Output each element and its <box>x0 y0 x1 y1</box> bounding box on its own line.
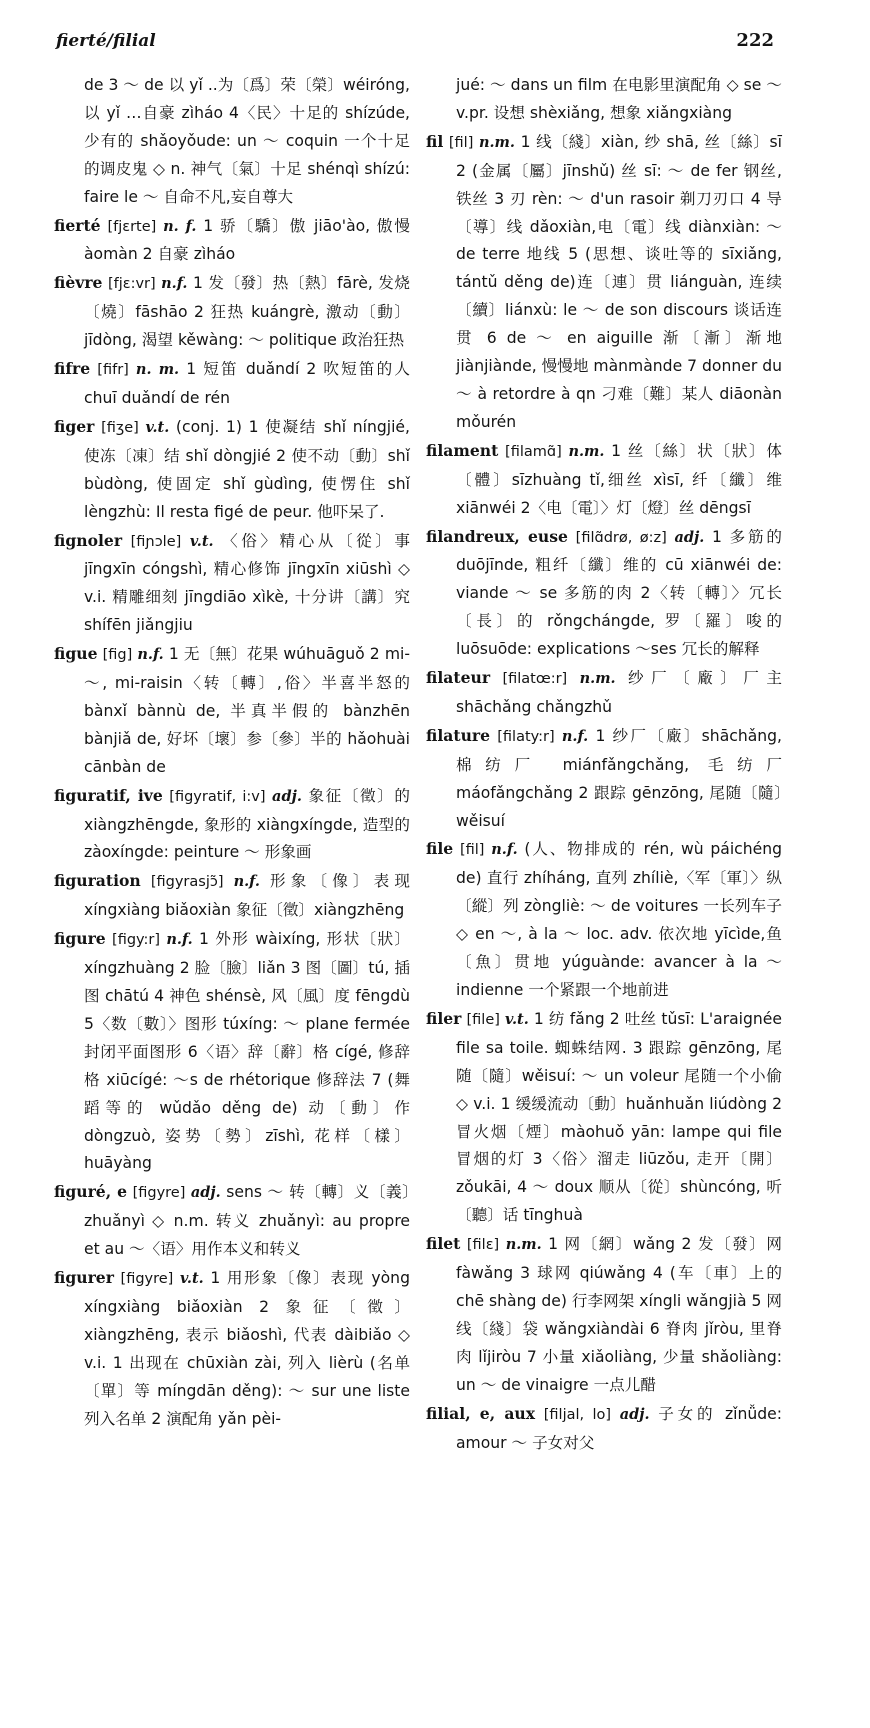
grammar-label: adj. <box>619 1405 650 1423</box>
grammar-label: n. m. <box>135 361 180 379</box>
grammar-label: v.t. <box>189 532 214 550</box>
pronunciation: [filaty:r] <box>497 728 555 745</box>
dictionary-entry <box>426 437 782 523</box>
dictionary-entry <box>54 413 410 527</box>
pronunciation: [figyrasjɔ̃] <box>150 874 224 891</box>
definition-text: 1 丝〔絲〕状〔狀〕体〔體〕sīzhuàng tǐ,细丝 xìsī, 纤〔纖〕维 xiānwéi 2〈电〔電〕〉灯〔燈〕丝 dēngsī <box>456 441 782 517</box>
running-head: fierté/filial <box>56 31 156 51</box>
pronunciation: [fifr] <box>97 362 129 379</box>
dictionary-entry <box>54 355 410 413</box>
definition-text: 纱厂〔廠〕厂主 shāchǎng chǎngzhǔ <box>456 669 782 716</box>
grammar-label: adj. <box>190 1184 221 1202</box>
headword: filandreux, euse <box>426 526 568 546</box>
page-header <box>56 30 774 60</box>
dictionary-entry <box>54 212 410 270</box>
grammar-label: n.f. <box>137 646 164 664</box>
pronunciation: [figy:r] <box>112 932 161 949</box>
headword: filet <box>426 1234 461 1254</box>
right-column <box>426 72 782 1457</box>
grammar-label: n.m. <box>579 670 616 688</box>
headword: filer <box>426 1008 462 1028</box>
pronunciation: [filatœ:r] <box>502 671 568 688</box>
definition-text: jué: ～ dans un film 在电影里演配角 ◇ se ～ v.pr. 设想 shèxiǎng, 想象 xiǎngxiàng <box>456 76 782 122</box>
definition-text: 1 外形 wàixíng, 形状〔狀〕xíngzhuàng 2 脸〔臉〕liǎn 3 图〔圖〕tú, 插图 chātú 4 神色 shénsè, 风〔風〕度 fēngdù 5〈数〔數〕〉图形 túxíng: ～ plane fermée 封闭平面图形 6〈语〉辞〔辭〕格 cígé, 修辞格 xiūcígé: ～s de rhétorique 修辞法 7 (舞蹈等的 wǔdǎo děng de) 动〔動〕作 dòngzuò, 姿势〔勢〕zīshì, 花样〔樣〕huāyàng <box>84 930 411 1173</box>
headword: fignoler <box>54 530 123 550</box>
headword: filial, e, aux <box>426 1403 536 1423</box>
headword: figuratif, ive <box>54 785 163 805</box>
entry-continuation <box>426 72 782 128</box>
dictionary-entry <box>54 867 410 925</box>
definition-text: (conj. 1) 1 使凝结 shǐ níngjié, 使冻〔凍〕结 shǐ dòngjié 2 使不动〔動〕shǐ bùdòng, 使固定 shǐ gùdìng, 使愣住 shǐ lèngzhù: Il resta figé de peur. 他吓呆了. <box>84 417 410 521</box>
headword: filature <box>426 725 491 745</box>
grammar-label: n. f. <box>163 217 197 235</box>
definition-text: 〈俗〉精心从〔從〕事 jīngxīn cóngshì, 精心修饰 jīngxīn xiūshì ◇ v.i. 精雕细刻 jīngdiāo xìkè, 十分讲〔講〕究 shífēn jiǎngjiu <box>84 531 410 635</box>
dictionary-entry <box>54 269 410 355</box>
dictionary-entry <box>54 527 410 641</box>
grammar-label: n.f. <box>161 275 188 293</box>
definition-text: 1 用形象〔像〕表现 yòng xíngxiàng biǎoxiàn 2 象征〔徵〕xiàngzhēng, 表示 biǎoshì, 代表 dàibiǎo ◇ v.i. 1 出现在 chūxiàn zài, 列入 lièrù (名单〔單〕等 míngdān děng): ～ sur une liste 列入名单 2 演配角 yǎn pèi- <box>84 1269 410 1428</box>
pronunciation: [fiɲɔle] <box>130 533 182 550</box>
pronunciation: [figyratif, i:v] <box>169 788 266 805</box>
pronunciation: [fil] <box>459 842 485 859</box>
definition-text: 形象〔像〕表现 xíngxiàng biǎoxiàn 象征〔徵〕xiàngzhēng <box>84 872 410 920</box>
grammar-label: n.m. <box>478 133 515 151</box>
grammar-label: adj. <box>674 528 705 546</box>
dictionary-entry <box>426 664 782 722</box>
definition-text: 1 多筋的 duōjīnde, 粗纤〔纖〕维的 cū xiānwéi de: viande ～ se 多筋的肉 2〈转〔轉〕〉冗长〔長〕的 rǒngchángde, 罗〔羅〕唆的 luōsuōde: explications ～ses 冗长的解释 <box>456 527 782 659</box>
dictionary-entry <box>54 925 410 1178</box>
pronunciation: [fig] <box>102 647 133 664</box>
definition-text: 1 纱厂〔廠〕shāchǎng, 棉纺厂 miánfǎngchǎng, 毛纺厂 máofǎngchǎng 2 跟踪 gēnzōng, 尾随〔隨〕wěisuí <box>456 726 782 830</box>
grammar-label: v.t. <box>145 418 170 436</box>
headword: fifre <box>54 359 91 379</box>
grammar-label: n.m. <box>505 1236 542 1254</box>
dictionary-entry <box>54 782 410 868</box>
pronunciation: [fil] <box>448 134 474 151</box>
pronunciation: [figyre] <box>132 1185 186 1202</box>
headword: figue <box>54 644 98 664</box>
pronunciation: [fiʒe] <box>101 419 139 436</box>
grammar-label: n.f. <box>166 931 193 949</box>
left-column <box>54 72 410 1434</box>
pronunciation: [filjal, lo] <box>543 1406 612 1423</box>
entry-continuation <box>54 72 410 212</box>
pronunciation: [file] <box>466 1011 500 1028</box>
headword: fièvre <box>54 273 103 293</box>
headword: fierté <box>54 215 101 235</box>
headword: file <box>426 839 454 859</box>
dictionary-entry <box>54 640 410 782</box>
dictionary-entry <box>426 722 782 836</box>
headword: figer <box>54 416 95 436</box>
headword: fil <box>426 131 444 151</box>
definition-text: 1 无〔無〕花果 wúhuāguǒ 2 mi-～, mi-raisin〈转〔轉〕,俗〉半喜半怒的 bànxǐ bànnù de, 半真半假的 bànzhēn bànjiǎ de, 好坏〔壞〕参〔參〕半的 hǎohuài cānbàn de <box>84 645 410 776</box>
definition-text: 1 短笛 duǎndí 2 吹短笛的人 chuī duǎndí de rén <box>84 360 410 407</box>
dictionary-entry <box>54 1264 410 1433</box>
grammar-label: adj. <box>272 787 302 805</box>
definition-text: sens ～ 转〔轉〕义〔義〕zhuǎnyì ◇ n.m. 转义 zhuǎnyì: au propre et au ～〈语〉用作本义和转义 <box>84 1183 410 1259</box>
pronunciation: [fjɛrte] <box>107 218 157 235</box>
page-number: 222 <box>736 30 774 51</box>
grammar-label: n.m. <box>568 442 605 460</box>
definition-text: 1 发〔發〕热〔熱〕fārè, 发烧〔燒〕fāshāo 2 狂热 kuángrè, 激动〔動〕jīdòng, 渴望 kěwàng: ～ politique 政治狂热 <box>84 274 410 350</box>
definition-text: 子女的 zǐnǚde: amour ～ 子女对父 <box>456 1404 782 1452</box>
pronunciation: [fjɛ:vr] <box>107 276 156 293</box>
dictionary-entry <box>426 835 782 1004</box>
headword: figuré, e <box>54 1182 128 1202</box>
headword: figure <box>54 929 106 949</box>
pronunciation: [filamɑ̃] <box>505 443 562 460</box>
definition-text: 1 网〔網〕wǎng 2 发〔發〕网 fàwǎng 3 球网 qiúwǎng 4 (车〔車〕上的 chē shàng de) 行李网架 xíngli wǎngjià 5 网线〔綫〕袋 wǎngxiàndài 6 脊肉 jǐròu, 里脊肉 lǐjiròu 7 小量 xiǎoliàng, 少量 shǎoliàng: un ～ de vinaigre 一点儿醋 <box>456 1235 782 1394</box>
grammar-label: n.f. <box>561 727 589 745</box>
grammar-label: n.f. <box>491 841 518 859</box>
definition-text: 象征〔徵〕的 xiàngzhēngde, 象形的 xiàngxíngde, 造型的 zàoxíngde: peinture ～ 形象画 <box>84 786 410 862</box>
pronunciation: [filɛ] <box>466 1237 500 1254</box>
headword: figuration <box>54 871 141 891</box>
dictionary-entry <box>426 1005 782 1230</box>
pronunciation: [figyre] <box>120 1271 174 1288</box>
dictionary-entry <box>426 128 782 437</box>
headword: filateur <box>426 668 491 688</box>
grammar-label: n.f. <box>233 873 260 891</box>
definition-text: 1 纺 fǎng 2 吐丝 tǔsī: L'araignée file sa toile. 蜘蛛结网. 3 跟踪 gēnzōng, 尾随〔隨〕wěisuí: ～ un voleur 尾随一个小偷 ◇ v.i. 1 缓缓流动〔動〕huǎnhuǎn liúdòng 2 冒火烟〔煙〕màohuǒ yān: lampe qui file 冒烟的灯 3〈俗〉溜走 liūzǒu, 走开〔開〕zǒukāi, 4 ～ doux 顺从〔從〕shùncóng, 听〔聽〕话 tīnghuà <box>456 1009 782 1225</box>
grammar-label: v.t. <box>179 1270 204 1288</box>
definition-text: de 3 ～ de 以 yǐ ..为〔爲〕荣〔榮〕wéiróng, 以 yǐ …自豪 zìháo 4〈民〉十足的 shízúde, 少有的 shǎoyǒude: un ～ coquin 一个十足的调皮鬼 ◇ n. 神气〔氣〕十足 shénqì shízú: faire le ～ 自命不凡,妄自尊大 <box>84 76 410 206</box>
pronunciation: [filɑ̃drø, ø:z] <box>575 529 667 546</box>
dictionary-entry <box>426 1400 782 1458</box>
definition-text: 1 线〔綫〕xiàn, 纱 shā, 丝〔絲〕sī 2 (金属〔屬〕jīnshǔ) 丝 sī: ～ de fer 钢丝, 铁丝 3 刃 rèn: ～ d'un rasoir 剃刀刃口 4 导〔導〕线 dǎoxiàn,电〔電〕线 diànxiàn: ～ de terre 地线 5 (思想、谈吐等的 sīxiǎng, tántǔ děng de)连〔連〕贯 liánguàn, 连续〔續〕liánxù: le ～ de son discours 谈话连贯 6 de ～ en aiguille 渐〔漸〕渐地 jiànjiànde, 慢慢地 mànmànde 7 donner du ～ à retordre à qn 刁难〔難〕某人 diāonàn mǒurén <box>456 132 782 431</box>
headword: figurer <box>54 1268 114 1288</box>
grammar-label: v.t. <box>505 1010 529 1028</box>
definition-text: (人、物排成的 rén, wù páichéng de) 直行 zhíháng, 直列 zhíliè,〈军〔軍〕〉纵〔縱〕列 zòngliè: ～ de voitures 一长列车子 ◇ en ～, à la ～ loc. adv. 依次地 yīcìde,鱼〔魚〕贯地 yúguànde: avancer à la ～ indienne 一个紧跟一个地前进 <box>456 840 782 999</box>
dictionary-entry <box>426 1230 782 1399</box>
headword: filament <box>426 440 499 460</box>
dictionary-entry <box>54 1178 410 1264</box>
dictionary-entry <box>426 523 782 665</box>
definition-text: 1 骄〔驕〕傲 jiāo'ào, 傲慢 àomàn 2 自豪 zìháo <box>84 216 410 264</box>
